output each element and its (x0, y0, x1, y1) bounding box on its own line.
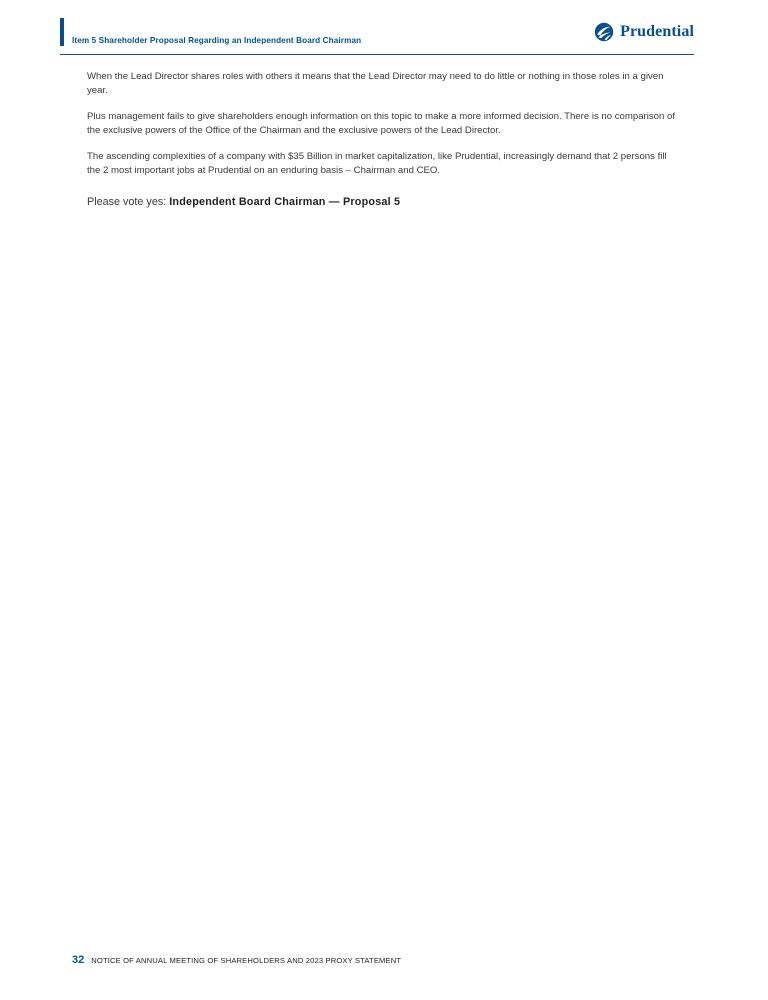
body-paragraph: Plus management fails to give shareholders enough information on this topic to make a more informed decision. There is no comparison of the exclusive powers of the Office of the Chairman and the exclusive powers of the Lead Director. (87, 111, 676, 136)
body-paragraph: When the Lead Director shares roles with others it means that the Lead Director may need to do little or nothing in those roles in a given year. (87, 71, 664, 96)
prudential-logo (594, 22, 694, 42)
prudential-wordmark: Prudential (620, 23, 694, 40)
prudential-rock-icon (594, 22, 614, 42)
header-accent-bar (60, 18, 64, 46)
body-paragraph: The ascending complexities of a company with $35 Billion in market capitalization, like Prudential, increasingly demand that 2 persons fill the 2 most important jobs at Prudential on an enduring basis – Chairman and CEO. (87, 151, 667, 176)
vote-proposal-title: Independent Board Chairman — Proposal 5 (169, 196, 401, 208)
page-body (87, 70, 679, 210)
vote-prefix-text: Please vote yes: (87, 196, 170, 208)
running-head-title: Item 5 Shareholder Proposal Regarding an Independent Board Chairman (72, 36, 362, 45)
vote-recommendation (87, 194, 679, 210)
header-divider (60, 54, 694, 55)
page-number: 32 (72, 954, 85, 966)
footer-document-title: NOTICE OF ANNUAL MEETING OF SHAREHOLDERS AND 2023 PROXY STATEMENT (91, 956, 402, 965)
page-footer (72, 954, 401, 966)
